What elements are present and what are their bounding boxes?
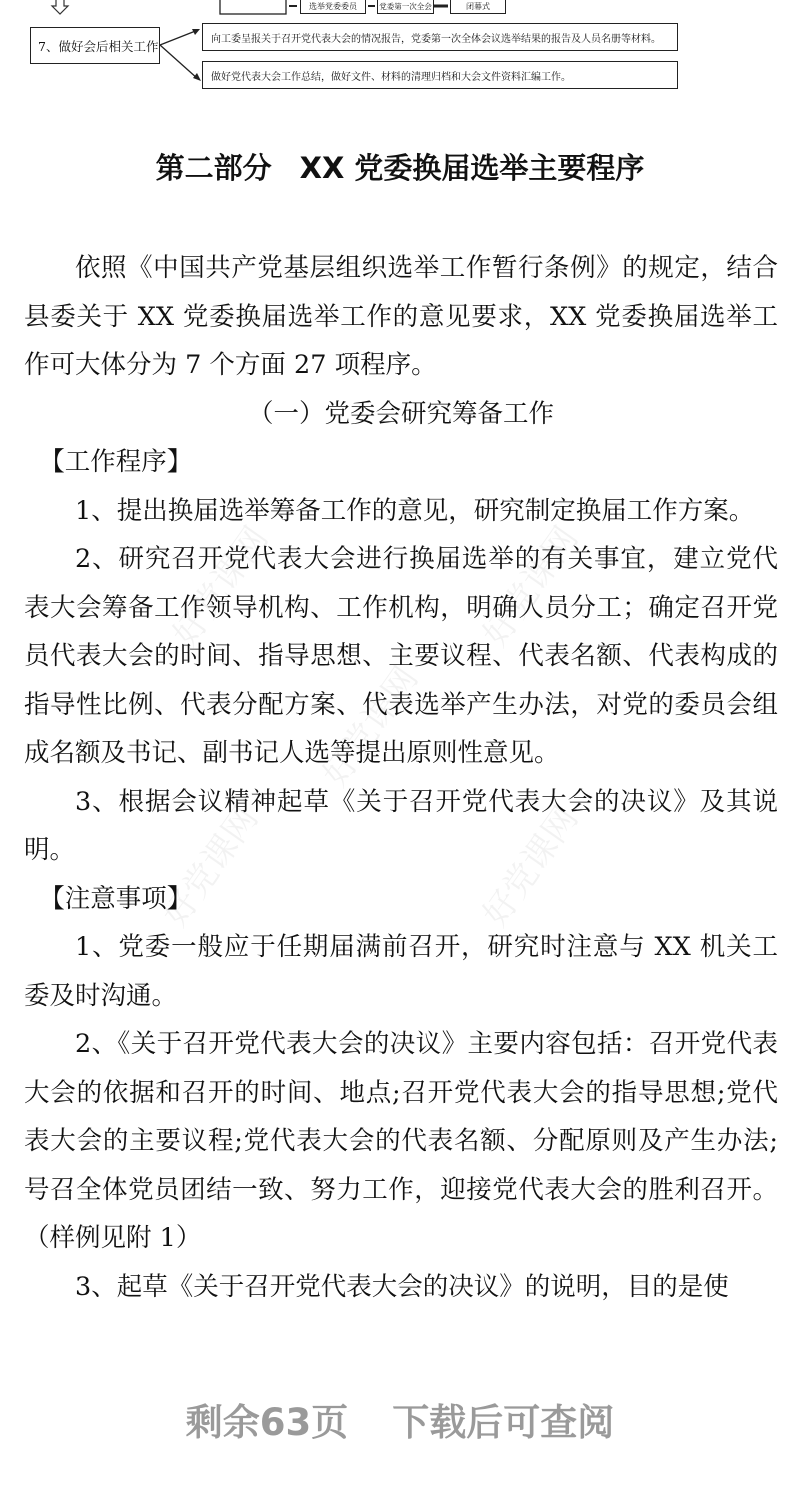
subsection-heading: （一）党委会研究筹备工作 (247, 398, 554, 429)
top-box-label: 党委第一次全会 (379, 2, 432, 11)
procedure-item-2: 2、研究召开党代表大会进行换届选举的有关事宜，建立党代表大会筹备工作领导机构、工作机构，明确人员分工；确定召开党员代表大会的时间、指导思想、主要议程、代表名额、代表构成的指导性比例、代表分配方案、代表选举产生办法，对党的委员会组成名额及书记、副书记人选等提出原则性意见。 (24, 544, 778, 768)
document-body (24, 244, 778, 1311)
watermark: 好党课网 (475, 519, 587, 654)
procedure-item-3: 3、根据会议精神起草《关于召开党代表大会的决议》及其说明。 (24, 786, 778, 865)
procedure-heading: 【工作程序】 (39, 447, 193, 477)
watermark: 好党课网 (315, 659, 427, 794)
download-prompt[interactable] (0, 1392, 800, 1446)
title-part: 第二部分 (155, 151, 272, 185)
flowchart-box-report (202, 23, 678, 51)
flowchart-box-first-plenary (377, 0, 434, 14)
flowchart-box-closing (450, 0, 506, 14)
watermark: 好党课网 (475, 799, 587, 934)
procedure-item-1: 1、提出换届选举筹备工作的意见，研究制定换届工作方案。 (75, 495, 755, 526)
top-box-label: 闭幕式 (466, 2, 490, 11)
notes-heading: 【注意事项】 (39, 883, 193, 914)
note-item-3: 3、起草《关于召开党代表大会的决议》的说明，目的是使 (75, 1271, 729, 1302)
step7-label: 7、做好会后相关工作 (38, 38, 159, 54)
remaining-pages: 剩余63页 (185, 1401, 349, 1444)
note-item-1: 1、党委一般应于任期届满前召开，研究时注意与 XX 机关工委及时沟通。 (24, 932, 778, 1011)
branch2-label: 做好党代表大会工作总结，做好文件、材料的清理归档和大会文件资料汇编工作。 (211, 71, 571, 83)
download-link[interactable]: 下载后可查阅 (392, 1401, 615, 1444)
watermark: 好党课网 (165, 519, 277, 654)
top-box-label: 选举党委委员 (309, 2, 357, 11)
watermark: 好党课网 (155, 799, 267, 934)
title-text: XX 党委换届选举主要程序 (299, 151, 645, 185)
note-item-2: 2、《关于召开党代表大会的决议》主要内容包括：召开党代表大会的依据和召开的时间、地点;召开党代表大会的指导思想;党代表大会的主要议程;党代表大会的代表名额、分配原则及产生办法;号召全体党员团结一致、努力工作，迎接党代表大会的胜利召开。（样例见附 1） (24, 1029, 778, 1253)
intro-paragraph: 依照《中国共产党基层组织选举工作暂行条例》的规定，结合县委关于 XX 党委换届选举工作的意见要求，XX 党委换届选举工作可大体分为 7 个方面 27 项程序。 (24, 253, 778, 380)
branch1-label: 向工委呈报关于召开党代表大会的情况报告，党委第一次全体会议选举结果的报告及人员名册等材料。 (211, 33, 661, 45)
section-title (0, 146, 800, 187)
flowchart-box-summary (202, 61, 678, 89)
flowchart-box-elect-committee (300, 0, 366, 14)
flowchart-box-step7 (30, 27, 160, 64)
